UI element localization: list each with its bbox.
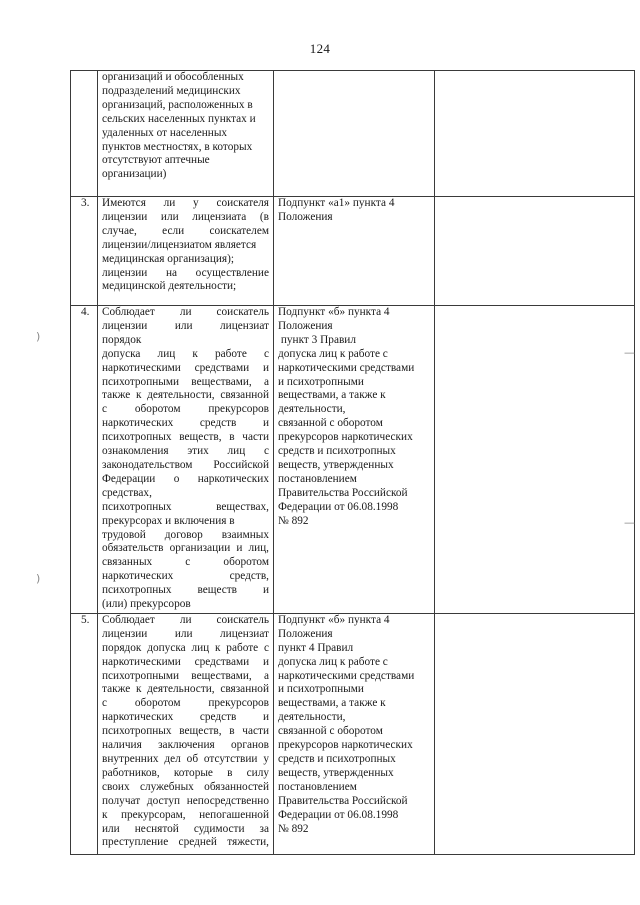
requirement-line: лицензии на осуществление (102, 266, 269, 279)
requirement-line: лицензии/лицензиатом является (102, 238, 257, 251)
reference-line: постановлением (278, 780, 357, 793)
reference-line: и психотропными (278, 683, 364, 696)
requirement-line: отсутствуют аптечные (102, 154, 210, 167)
requirement-line: ознакомления этих лиц с (102, 445, 269, 458)
note-cell (435, 613, 635, 854)
scan-artifact: ) (36, 330, 41, 343)
requirement-line: удаленных от населенных (102, 126, 228, 139)
row-number: 4. (71, 306, 98, 614)
requirement-line: к прекурсорам, непогашенной (102, 808, 269, 821)
requirement-line: также к деятельности, связанной (102, 389, 269, 402)
requirement-line: подразделений медицинских (102, 84, 241, 97)
requirement-line: психотропных веществ, в части (102, 431, 269, 444)
requirement-line: организаций, расположенных в (102, 98, 253, 111)
requirement-line: допуска лиц к работе с (102, 347, 269, 360)
note-cell (435, 71, 635, 197)
requirement-cell (98, 613, 274, 854)
reference-line: пункт 4 Правил (278, 641, 354, 654)
requirement-line: психотропных веществ, в части (102, 725, 269, 738)
requirement-line: или неснятой судимости за (102, 822, 269, 835)
reference-line: допуска лиц к работе с (278, 347, 388, 360)
reference-line: веществ, утвержденных (278, 458, 394, 471)
requirement-line: пунктов местностях, в которых (102, 140, 253, 153)
requirement-cell (98, 197, 274, 306)
requirement-line: наркотических средств, (102, 570, 269, 583)
requirement-line: лицензии или лицензиата (в (102, 210, 269, 223)
requirement-line: связанных с оборотом (102, 556, 269, 569)
reference-line: Федерации от 06.08.1998 (278, 500, 399, 513)
row-number: 5. (71, 613, 98, 854)
requirement-line: психотропных веществах, (102, 500, 269, 513)
reference-line: Правительства Российской (278, 794, 408, 807)
reference-line: Положения (278, 627, 333, 640)
reference-line: Правительства Российской (278, 486, 408, 499)
table-row (71, 71, 635, 197)
reference-line: № 892 (278, 514, 309, 527)
requirement-line: работников, которые в силу (102, 766, 269, 779)
requirement-line: с оборотом прекурсоров (102, 403, 269, 416)
reference-cell (274, 306, 435, 614)
reference-line: Положения (278, 319, 333, 332)
table-row (71, 306, 635, 614)
reference-line: деятельности, (278, 711, 346, 724)
requirement-line: лицензии или лицензиат (102, 319, 269, 332)
requirements-table (70, 70, 635, 855)
requirement-line: Соблюдает ли соискатель (102, 613, 269, 626)
note-cell (435, 306, 635, 614)
scan-artifact: — (624, 346, 635, 359)
reference-line: Подпункт «б» пункта 4 (278, 613, 390, 626)
scan-artifact: — (624, 516, 635, 529)
requirement-line: сельских населенных пунктах и (102, 112, 256, 125)
requirement-line: наркотическими средствами и (102, 655, 269, 668)
reference-cell (274, 613, 435, 854)
reference-line: деятельности, (278, 403, 346, 416)
requirement-line: организаций и обособленных (102, 71, 244, 83)
reference-line: связанной с оборотом (278, 417, 383, 430)
page-number: 124 (309, 41, 331, 56)
reference-line: допуска лиц к работе с (278, 655, 388, 668)
reference-line: наркотическими средствами (278, 669, 415, 682)
requirement-line: с оборотом прекурсоров (102, 697, 269, 710)
row-number: 3. (71, 197, 98, 306)
reference-line: связанной с оборотом (278, 725, 383, 738)
table-row (71, 197, 635, 306)
reference-line: пункт 3 Правил (278, 333, 356, 346)
requirement-line: наркотических средств и (102, 417, 269, 430)
reference-line: № 892 (278, 822, 309, 835)
requirement-line: своих служебных обязанностей (102, 780, 269, 793)
requirement-line: наркотическими средствами и (102, 361, 269, 374)
reference-line: средств и психотропных (278, 753, 396, 765)
requirement-line: преступление средней тяжести, (102, 836, 269, 849)
requirement-line: порядок (102, 333, 142, 346)
requirement-line: медицинской деятельности; (102, 280, 237, 293)
requirement-line: законодательством Российской (102, 458, 269, 471)
reference-cell (274, 197, 435, 306)
requirement-line: лицензии или лицензиат (102, 627, 269, 640)
requirement-line: прекурсорах и включения в (102, 514, 235, 527)
requirement-line: наркотических средств и (102, 711, 269, 724)
requirement-line: организации) (102, 168, 167, 181)
reference-line: Подпункт «а1» пункта 4 (278, 197, 395, 209)
table-row (71, 613, 635, 854)
requirement-line: психотропных веществ и (102, 584, 269, 597)
reference-line: прекурсоров наркотических (278, 739, 413, 752)
requirement-line: (или) прекурсоров (102, 598, 191, 611)
note-cell (435, 197, 635, 306)
row-number (71, 71, 98, 197)
requirement-line: получат доступ непосредственно (102, 794, 269, 807)
scan-artifact: ) (36, 572, 41, 585)
reference-line: прекурсоров наркотических (278, 431, 413, 444)
requirement-line: психотропными веществами, а (102, 669, 269, 682)
reference-line: средств и психотропных (278, 445, 396, 458)
requirement-line: также к деятельности, связанной (102, 683, 269, 696)
requirement-line: Федерации о наркотических (102, 472, 269, 485)
reference-line: наркотическими средствами (278, 361, 415, 374)
reference-line: постановлением (278, 472, 357, 485)
reference-line: Федерации от 06.08.1998 (278, 808, 399, 821)
requirement-line: Соблюдает ли соискатель (102, 306, 269, 318)
reference-line: веществ, утвержденных (278, 766, 394, 779)
requirement-cell (98, 306, 274, 614)
reference-line: веществами, а также к (278, 389, 386, 402)
requirement-line: внутренних дел об отсутствии у (102, 753, 269, 765)
reference-line: веществами, а также к (278, 697, 386, 710)
requirement-cell (98, 71, 274, 197)
reference-line: и психотропными (278, 375, 364, 388)
requirement-line: порядок допуска лиц к работе с (102, 641, 269, 654)
requirement-line: психотропными веществами, а (102, 375, 269, 388)
requirement-line: наличия заключения органов (102, 739, 269, 752)
requirement-line: обязательств организации и лиц, (102, 542, 269, 555)
requirement-line: средствах, (102, 486, 152, 499)
requirement-line: Имеются ли у соискателя (102, 197, 269, 209)
requirement-line: случае, если соискателем (102, 224, 269, 237)
reference-line: Положения (278, 210, 333, 223)
requirement-line: трудовой договор взаимных (102, 528, 269, 541)
requirement-line: медицинская организация); (102, 252, 235, 265)
reference-cell (274, 71, 435, 197)
reference-line: Подпункт «б» пункта 4 (278, 306, 390, 318)
